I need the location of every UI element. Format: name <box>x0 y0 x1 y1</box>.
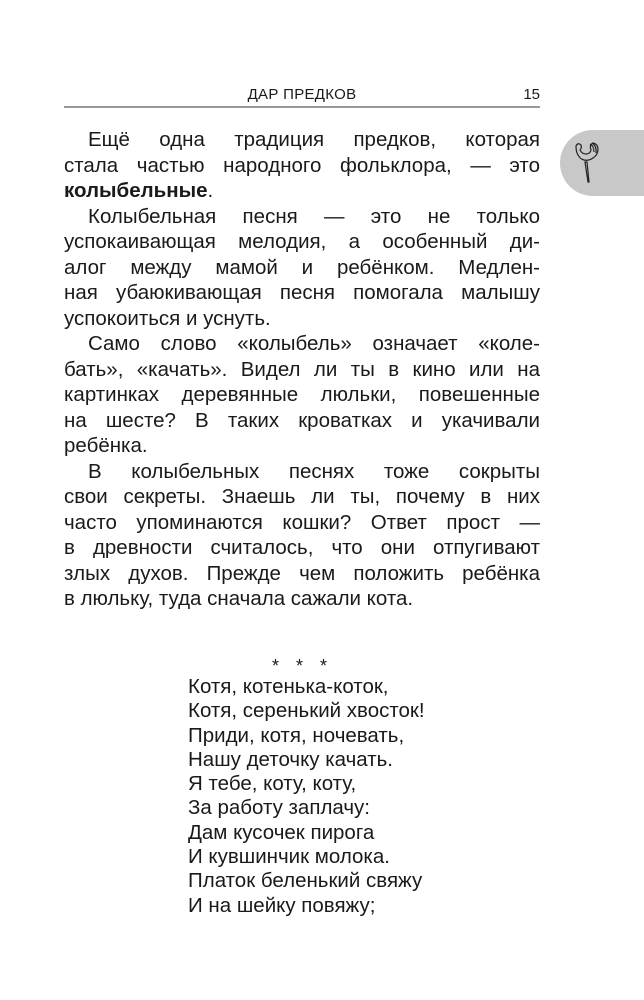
page-number: 15 <box>523 86 540 103</box>
poem-line: Дам кусочек пирога <box>188 820 375 844</box>
text-line: Само слово «колыбель» означает «коле- <box>88 332 540 355</box>
text-line: картинках деревянные люльки, повешенные <box>64 383 540 406</box>
poem-line: Я тебе, коту, коту, <box>188 772 357 796</box>
poem-line: Котя, серенький хвосток! <box>188 699 425 723</box>
text-line: успокоиться и уснуть. <box>64 306 271 330</box>
header-title: ДАР ПРЕДКОВ <box>247 86 357 103</box>
text-line: в люльку, туда сначала сажали кота. <box>64 587 414 610</box>
text-line: часто упоминаются кошки? Ответ прост — <box>64 510 540 534</box>
text-line: успокаивающая мелодия, а особенный ди- <box>64 230 540 253</box>
poem-line: И кувшинчик молока. <box>188 845 390 869</box>
poem-line: Нашу деточку качать. <box>188 747 393 771</box>
poem-line: За работу заплачу: <box>188 796 370 820</box>
text-line: стала частью народного фольклора, — это <box>64 153 540 177</box>
text-line: злых духов. Прежде чем положить ребёнка <box>64 561 540 585</box>
text-line: алог между мамой и ребёнком. Медлен- <box>64 255 540 279</box>
text-line: ная убаюкивающая песня помогала малышу <box>64 281 540 304</box>
text-line: Колыбельная песня — это не только <box>88 204 540 228</box>
rooster-lollipop-icon <box>572 140 600 184</box>
text-line: Ещё одна традиция предков, которая <box>88 128 540 151</box>
body-text <box>64 127 540 612</box>
text-line: бать», «качать». Видел ли ты в кино или на <box>64 357 540 381</box>
poem <box>188 675 425 918</box>
section-separator: * * * <box>272 656 334 676</box>
poem-line: Приди, котя, ночевать, <box>188 723 405 747</box>
chapter-tab <box>560 130 644 196</box>
poem-line: И на шейку повяжу; <box>188 893 376 917</box>
running-header <box>64 84 540 108</box>
text-line: ребёнка. <box>64 434 148 457</box>
poem-line: Котя, котенька-коток, <box>188 675 389 698</box>
text-line: в древности считалось, что они отпугивают <box>64 536 540 559</box>
text-line: В колыбельных песнях тоже сокрыты <box>88 459 540 483</box>
bold-term: колыбельные <box>64 179 208 202</box>
poem-line: Платок беленький свяжу <box>188 869 423 893</box>
text-line: на шесте? В таких кроватках и укачивали <box>64 408 540 432</box>
text-line: колыбельные. <box>64 179 214 202</box>
text-line: свои секреты. Знаешь ли ты, почему в них <box>64 485 540 508</box>
